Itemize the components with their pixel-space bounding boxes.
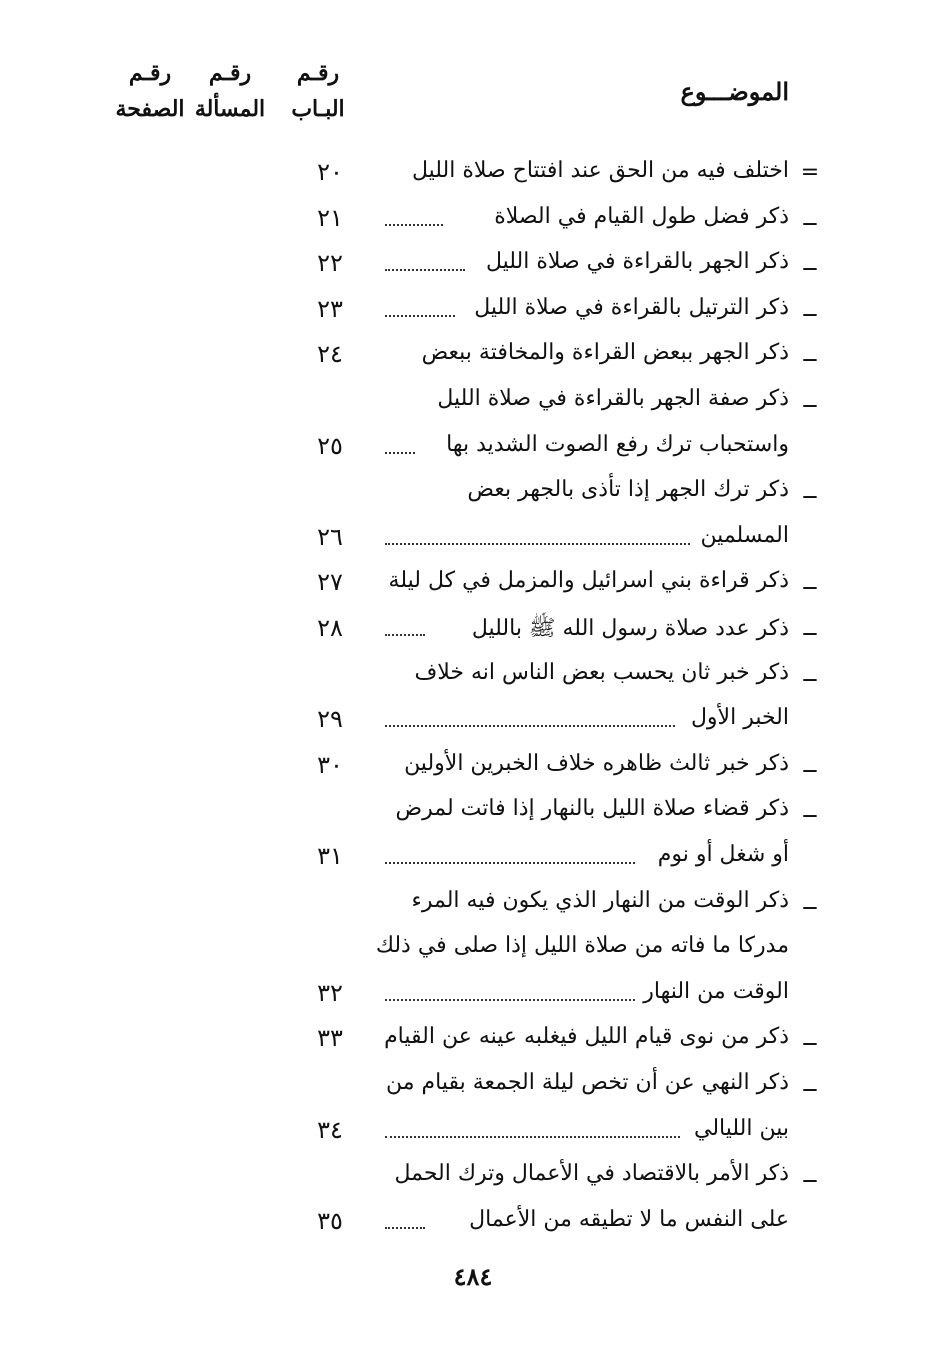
- entry-text: ذكر الجهر بالقراءة في صلاة الليل: [485, 249, 789, 275]
- dot-leader: [385, 224, 443, 226]
- entry-bullet: ــ: [803, 1026, 817, 1052]
- entry-bullet: ــ: [803, 205, 817, 231]
- index-entry-row: [0, 745, 947, 789]
- entry-bullet: ــ: [803, 342, 817, 368]
- entry-chapter-number: ٣٥: [317, 1206, 343, 1235]
- index-entry-row: [0, 471, 947, 515]
- entry-text: على النفس ما لا تطيقه من الأعمال: [469, 1206, 789, 1232]
- entry-bullet: ــ: [803, 296, 817, 322]
- entry-text: الخبر الأول: [690, 705, 789, 731]
- entry-text: ذكر الجهر ببعض القراءة والمخافتة ببعض: [421, 340, 789, 366]
- entry-text: ذكر صفة الجهر بالقراءة في صلاة الليل: [437, 386, 789, 411]
- index-entry-row: [0, 699, 947, 743]
- entry-chapter-number: ٢٠: [317, 158, 343, 186]
- entry-chapter-number: ٢٩: [317, 705, 343, 734]
- entry-text: ذكر عدد صلاة رسول الله ﷺ بالليل: [471, 616, 789, 641]
- index-entry-row: [0, 1155, 947, 1199]
- entry-chapter-number: ٣٤: [317, 1115, 343, 1144]
- entry-text: أو شغل أو نوم: [657, 842, 789, 867]
- entry-text: واستحباب ترك رفع الصوت الشديد بها: [446, 431, 789, 457]
- header-label: المسألة: [194, 96, 266, 122]
- index-entry-row: [0, 1201, 947, 1245]
- entry-bullet: ــ: [803, 388, 817, 413]
- entry-bullet: ــ: [803, 616, 817, 641]
- entry-chapter-number: ٢١: [317, 203, 343, 232]
- entry-text: ذكر فضل طول القيام في الصلاة: [494, 203, 789, 229]
- dot-leader: [385, 1136, 680, 1138]
- entry-bullet: ــ: [803, 479, 817, 505]
- entry-bullet: ــ: [803, 251, 817, 277]
- entry-bullet: ــ: [803, 889, 817, 915]
- entry-chapter-number: ٢٥: [317, 431, 343, 460]
- index-entry-row: [0, 1018, 947, 1062]
- entry-text: الوقت من النهار: [643, 978, 789, 1004]
- dot-leader: [385, 269, 465, 271]
- dot-leader: [385, 999, 635, 1001]
- entry-chapter-number: ٢٣: [317, 294, 343, 323]
- header-label: البـاب: [291, 96, 345, 122]
- entry-text: ذكر قراءة بني اسرائيل والمزمل في كل ليلة: [388, 568, 789, 594]
- entry-text: مدركا ما فاته من صلاة الليل إذا صلى في ذلك: [375, 933, 789, 959]
- entry-chapter-number: ٢٤: [317, 340, 343, 369]
- index-entry-row: [0, 426, 947, 470]
- entry-text: ذكر الأمر بالاقتصاد في الأعمال وترك الحمل: [394, 1161, 789, 1187]
- index-entry-row: [0, 790, 947, 834]
- entry-text: ذكر الترتيل بالقراءة في صلاة الليل: [474, 294, 789, 320]
- entry-chapter-number: ٢٧: [317, 568, 343, 597]
- header-label: رقـم: [296, 60, 340, 86]
- entry-text: المسلمين: [700, 522, 789, 548]
- header-label: الصفحة: [115, 96, 185, 122]
- index-entry-row: [0, 198, 947, 242]
- dot-leader: [385, 315, 455, 317]
- topic-header: الموضـــوع: [680, 77, 789, 106]
- entry-chapter-number: ٢٦: [317, 522, 343, 551]
- index-entry-row: [0, 1064, 947, 1108]
- entry-chapter-number: ٢٨: [317, 614, 343, 642]
- index-entry-row: [0, 334, 947, 378]
- index-entry-row: [0, 973, 947, 1017]
- entry-chapter-number: ٣٣: [317, 1024, 343, 1053]
- index-entry-row: [0, 836, 947, 880]
- entry-text: ذكر من نوى قيام الليل فيغلبه عينه عن القيام: [384, 1024, 789, 1050]
- entry-bullet: ــ: [803, 1072, 817, 1097]
- page-number: ٤٨٤: [453, 1262, 493, 1291]
- entry-text: ذكر الوقت من النهار الذي يكون فيه المرء: [411, 887, 789, 913]
- entry-bullet: ــ: [803, 661, 817, 687]
- entry-text: ذكر ترك الجهر إذا تأذى بالجهر بعض: [467, 477, 789, 503]
- entry-chapter-number: ٣١: [317, 842, 343, 870]
- entry-chapter-number: ٢٢: [317, 249, 343, 278]
- entry-text: بين الليالي: [694, 1115, 789, 1141]
- entry-bullet: =: [800, 160, 820, 185]
- entry-bullet: ــ: [803, 752, 817, 778]
- entry-bullet: ــ: [803, 1163, 817, 1189]
- index-entry-row: [0, 608, 947, 652]
- dot-leader: [385, 452, 415, 454]
- dot-leader: [385, 1227, 425, 1229]
- page-number-header: [110, 62, 190, 120]
- entry-text: ذكر خبر ثان يحسب بعض الناس انه خلاف: [414, 659, 789, 685]
- entry-text: ذكر قضاء صلاة الليل بالنهار إذا فاتت لمرض: [395, 796, 789, 822]
- header-label: رقـم: [208, 60, 252, 86]
- index-entry-row: [0, 380, 947, 424]
- index-entry-row: [0, 927, 947, 971]
- index-entry-row: [0, 654, 947, 698]
- index-entry-row: [0, 1110, 947, 1154]
- entry-text: ذكر النهي عن أن تخص ليلة الجمعة بقيام من: [385, 1070, 789, 1095]
- entry-chapter-number: ٣٠: [317, 750, 343, 779]
- index-entry-row: [0, 152, 947, 196]
- dot-leader: [385, 725, 675, 727]
- index-entry-row: [0, 882, 947, 926]
- chapter-number-header: [278, 62, 358, 120]
- index-entry-row: [0, 243, 947, 287]
- index-entry-row: [0, 517, 947, 561]
- dot-leader: [385, 634, 425, 636]
- entry-bullet: ــ: [803, 570, 817, 596]
- index-entry-row: [0, 289, 947, 333]
- entry-bullet: ــ: [803, 798, 817, 824]
- index-entry-row: [0, 562, 947, 606]
- header-label: رقـم: [128, 60, 172, 86]
- entry-chapter-number: ٣٢: [317, 978, 343, 1007]
- dot-leader: [385, 862, 635, 864]
- dot-leader: [385, 543, 690, 545]
- issue-number-header: [190, 62, 270, 120]
- entry-text: ذكر خبر ثالث ظاهره خلاف الخبرين الأولين: [404, 750, 789, 776]
- entry-text: اختلف فيه من الحق عند افتتاح صلاة الليل: [411, 158, 789, 183]
